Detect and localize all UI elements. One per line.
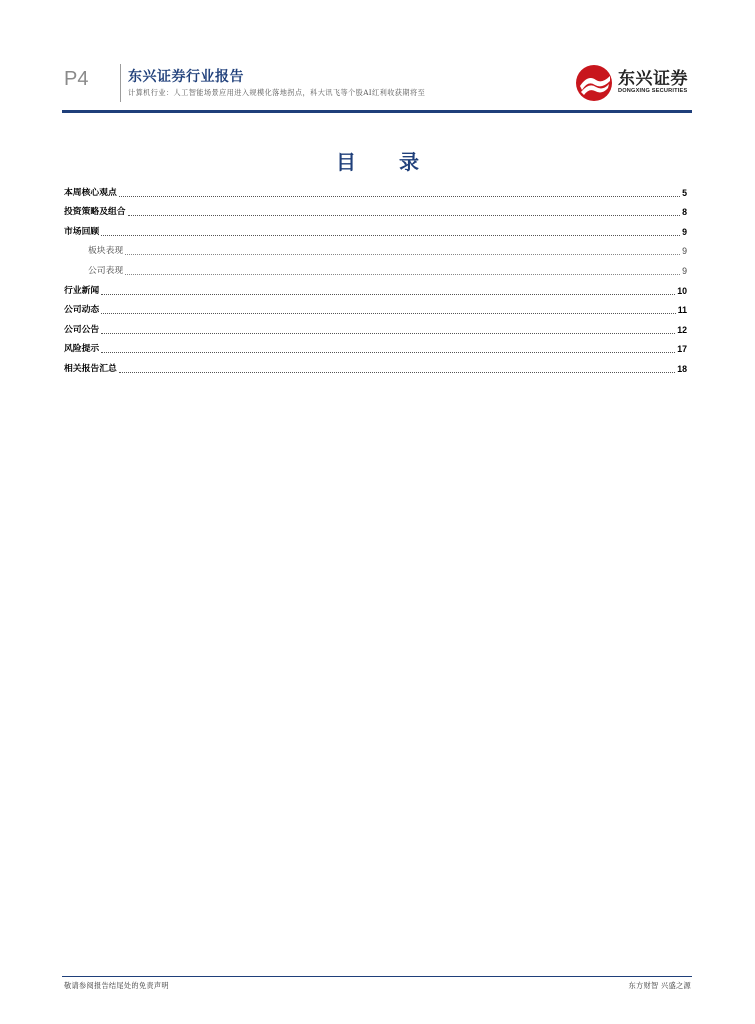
logo-name-en: DONGXING SECURITIES [618, 88, 688, 94]
toc-entry-page: 12 [677, 324, 687, 335]
toc-entry-title: 板块表现 [88, 246, 124, 257]
header-divider [120, 64, 121, 102]
toc-entry[interactable] [64, 238, 687, 258]
toc-entry[interactable] [64, 277, 687, 297]
toc-entry-title: 相关报告汇总 [64, 363, 117, 374]
toc-entry-page: 9 [682, 226, 687, 237]
toc-entry-title: 市场回顾 [64, 226, 100, 237]
toc-entry[interactable] [64, 179, 687, 199]
toc-entry[interactable] [64, 218, 687, 238]
toc-dot-leader [101, 235, 680, 236]
toc-entry-page: 17 [677, 344, 687, 355]
toc-entry-page: 8 [682, 207, 687, 218]
toc-entry-title: 本周核心观点 [64, 187, 117, 198]
header-rule [62, 110, 692, 113]
toc-dot-leader [128, 215, 681, 216]
toc-entry[interactable] [64, 257, 687, 277]
toc-dot-leader [119, 196, 680, 197]
toc-entry-page: 18 [677, 363, 687, 374]
dongxing-logo-icon [574, 62, 616, 104]
report-subtitle: 计算机行业：人工智能场景应用进入规模化落地拐点，科大讯飞等个股AI红利收获期将至 [128, 88, 426, 97]
toc-entry-title: 公司公告 [64, 324, 100, 335]
toc-dot-leader [125, 274, 680, 275]
toc-entry-title: 公司表现 [88, 265, 124, 276]
toc-dot-leader [125, 254, 680, 255]
toc-entry-page: 9 [682, 246, 687, 257]
toc-entry[interactable] [64, 355, 687, 375]
toc-entry-title: 投资策略及组合 [64, 207, 126, 218]
toc-dot-leader [101, 333, 675, 334]
toc-entry[interactable] [64, 336, 687, 356]
footer-rule [62, 976, 692, 977]
toc-entry-page: 10 [677, 285, 687, 296]
toc-dot-leader [101, 352, 675, 353]
page-number: P4 [64, 68, 89, 90]
toc-dot-leader [119, 372, 675, 373]
company-logo [574, 62, 696, 104]
toc-heading: 目 录 [336, 150, 437, 174]
logo-name-cn: 东兴证券 [618, 69, 688, 89]
toc-entry-page: 5 [682, 187, 687, 198]
toc-dot-leader [101, 313, 675, 314]
toc-entry[interactable] [64, 199, 687, 219]
toc-entry[interactable] [64, 316, 687, 336]
toc-entry-page: 9 [682, 265, 687, 276]
report-title: 东兴证券行业报告 [128, 69, 244, 85]
footer-disclaimer: 敬请参阅报告结尾处的免责声明 [64, 981, 169, 990]
table-of-contents [64, 179, 687, 375]
toc-entry[interactable] [64, 297, 687, 317]
toc-entry-title: 行业新闻 [64, 285, 100, 296]
footer-slogan: 东方财智 兴盛之源 [628, 981, 691, 990]
toc-entry-title: 公司动态 [64, 305, 100, 316]
toc-dot-leader [101, 294, 675, 295]
toc-entry-page: 11 [677, 305, 687, 316]
toc-entry-title: 风险提示 [64, 344, 100, 355]
